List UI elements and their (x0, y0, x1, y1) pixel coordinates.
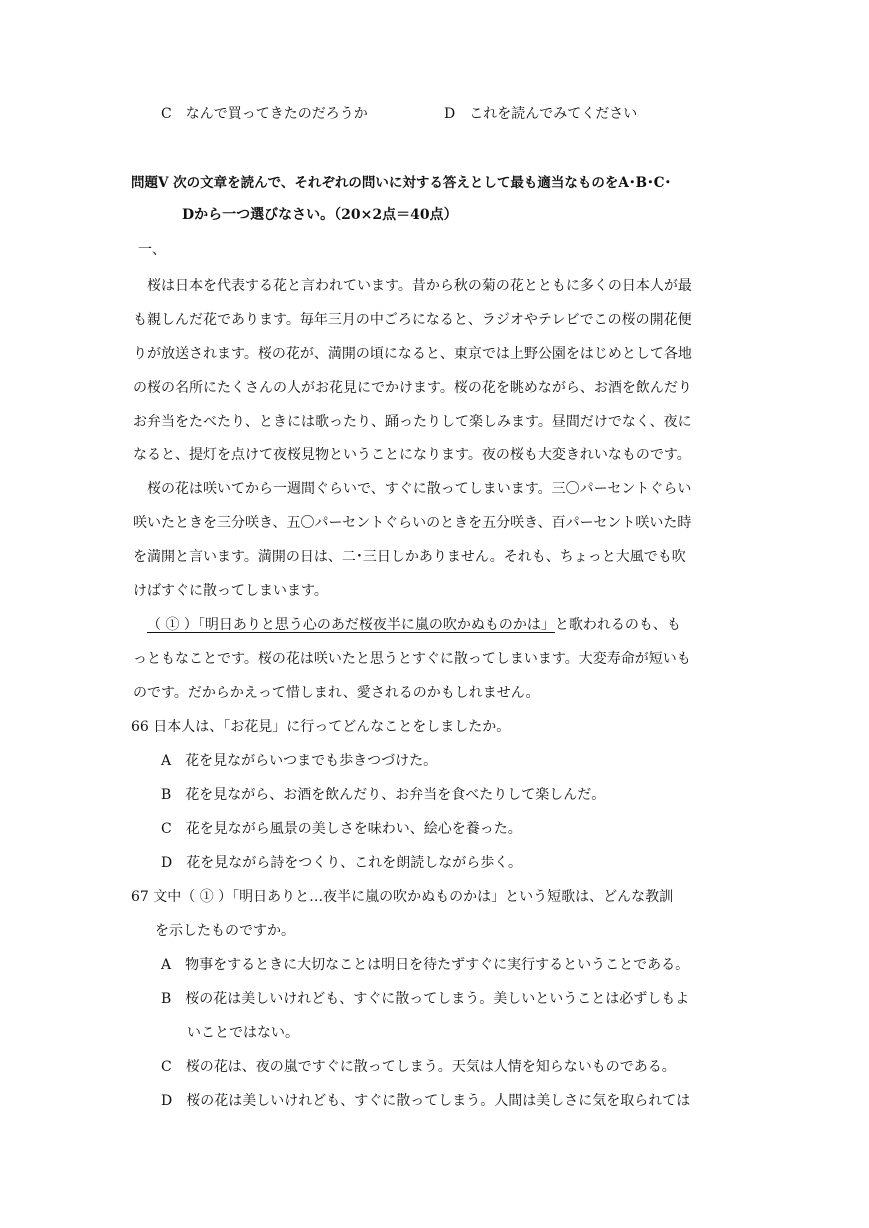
question-66-stem: 66 日本人は、「お花見」に行ってどんなことをしましたか。 (131, 719, 511, 735)
passage-line: 咲いたときを三分咲き、五〇パーセントぐらいのときを五分咲き、百パーセント咲いた時 (133, 515, 692, 531)
passage-line: も親しんだ花であります。毎年三月の中ごろになると、ラジオやテレビでこの桜の開花便 (133, 312, 692, 328)
q67-option-a: A 物事をするときに大切なことは明日を待たずすぐに実行するということである。 (161, 957, 690, 973)
passage-line: 桜の花は咲いてから一週間ぐらいで、すぐに散ってしまいます。三〇パーセントぐらい (147, 481, 692, 497)
q67-option-b-cont: いことではない。 (187, 1025, 299, 1041)
q66-option-b: B 花を見ながら、お酒を飲んだり、お弁当を食べたりして楽しんだ。 (161, 787, 606, 803)
passage-line: 桜は日本を代表する花と言われています。昔から秋の菊の花とともに多くの日本人が最 (147, 278, 692, 294)
passage-line: を満開と言います。満開の日は、二･三日しかありません。それも、ちょっと大風でも吹 (133, 549, 686, 565)
passage-line: なると、提灯を点けて夜桜見物ということになります。夜の桜も大変きれいなものです。 (133, 447, 691, 463)
prev-option-c: C なんで買ってきたのだろうか (161, 106, 368, 122)
q67-option-d: D 桜の花は美しいけれども、すぐに散ってしまう。人間は美しさに気を取られては (161, 1093, 691, 1109)
passage-line: っともなことです。桜の花は咲いたと思うとすぐに散ってしまいます。大変寿命が短いも (133, 651, 691, 667)
q67-option-c: C 桜の花は、夜の嵐ですぐに散ってしまう。天気は人情を知らないものである。 (161, 1059, 676, 1075)
q66-option-d: D 花を見ながら詩をつくり、これを朗読しながら歩く。 (161, 855, 522, 871)
q67-option-b: B 桜の花は美しいけれども、すぐに散ってしまう。美しいということは必ずしもよ (161, 991, 690, 1007)
passage-line: の桜の名所にたくさんの人がお花見にでかけます。桜の花を眺めながら、お酒を飲んだり (133, 380, 692, 396)
q66-option-c: C 花を見ながら風景の美しさを味わい、絵心を養った。 (161, 821, 522, 837)
question-67-stem: 67 文中（ ① ）「明日ありと…夜半に嵐の吹かぬものかは」という短歌は、どんな教訓 (131, 889, 674, 905)
passage-line-poem (147, 615, 681, 635)
passage-line: お弁当をたべたり、ときには歌ったり、踊ったりして楽しみます。昼間だけでなく、夜に (133, 414, 692, 430)
q66-option-a: A 花を見ながらいつまでも歩きつづけた。 (161, 753, 438, 769)
prev-option-d: D これを読んでみてください (444, 106, 638, 122)
section-heading-cont: Dから一つ選びなさい。（20×2点＝40点） (182, 207, 458, 223)
underlined-poem: （ ① ）「明日ありと思う心のあだ桜夜半に嵐の吹かぬものかは」 (147, 617, 555, 633)
poem-continuation: と歌われるのも、も (554, 617, 681, 633)
part-label: 一、 (138, 242, 166, 258)
question-67-stem-cont: を示したものですか。 (155, 923, 295, 939)
passage-line: けばすぐに散ってしまいます。 (133, 583, 328, 599)
section-heading: 問題Ⅴ 次の文章を読んで、それぞれの問いに対する答えとして最も適当なものをA･B･C･ (131, 175, 672, 191)
passage-line: りが放送されます。桜の花が、満開の頃になると、東京では上野公園をはじめとして各地 (133, 346, 692, 362)
passage-line: のです。だからかえって惜しまれ、愛されるのかもしれません。 (133, 685, 540, 701)
